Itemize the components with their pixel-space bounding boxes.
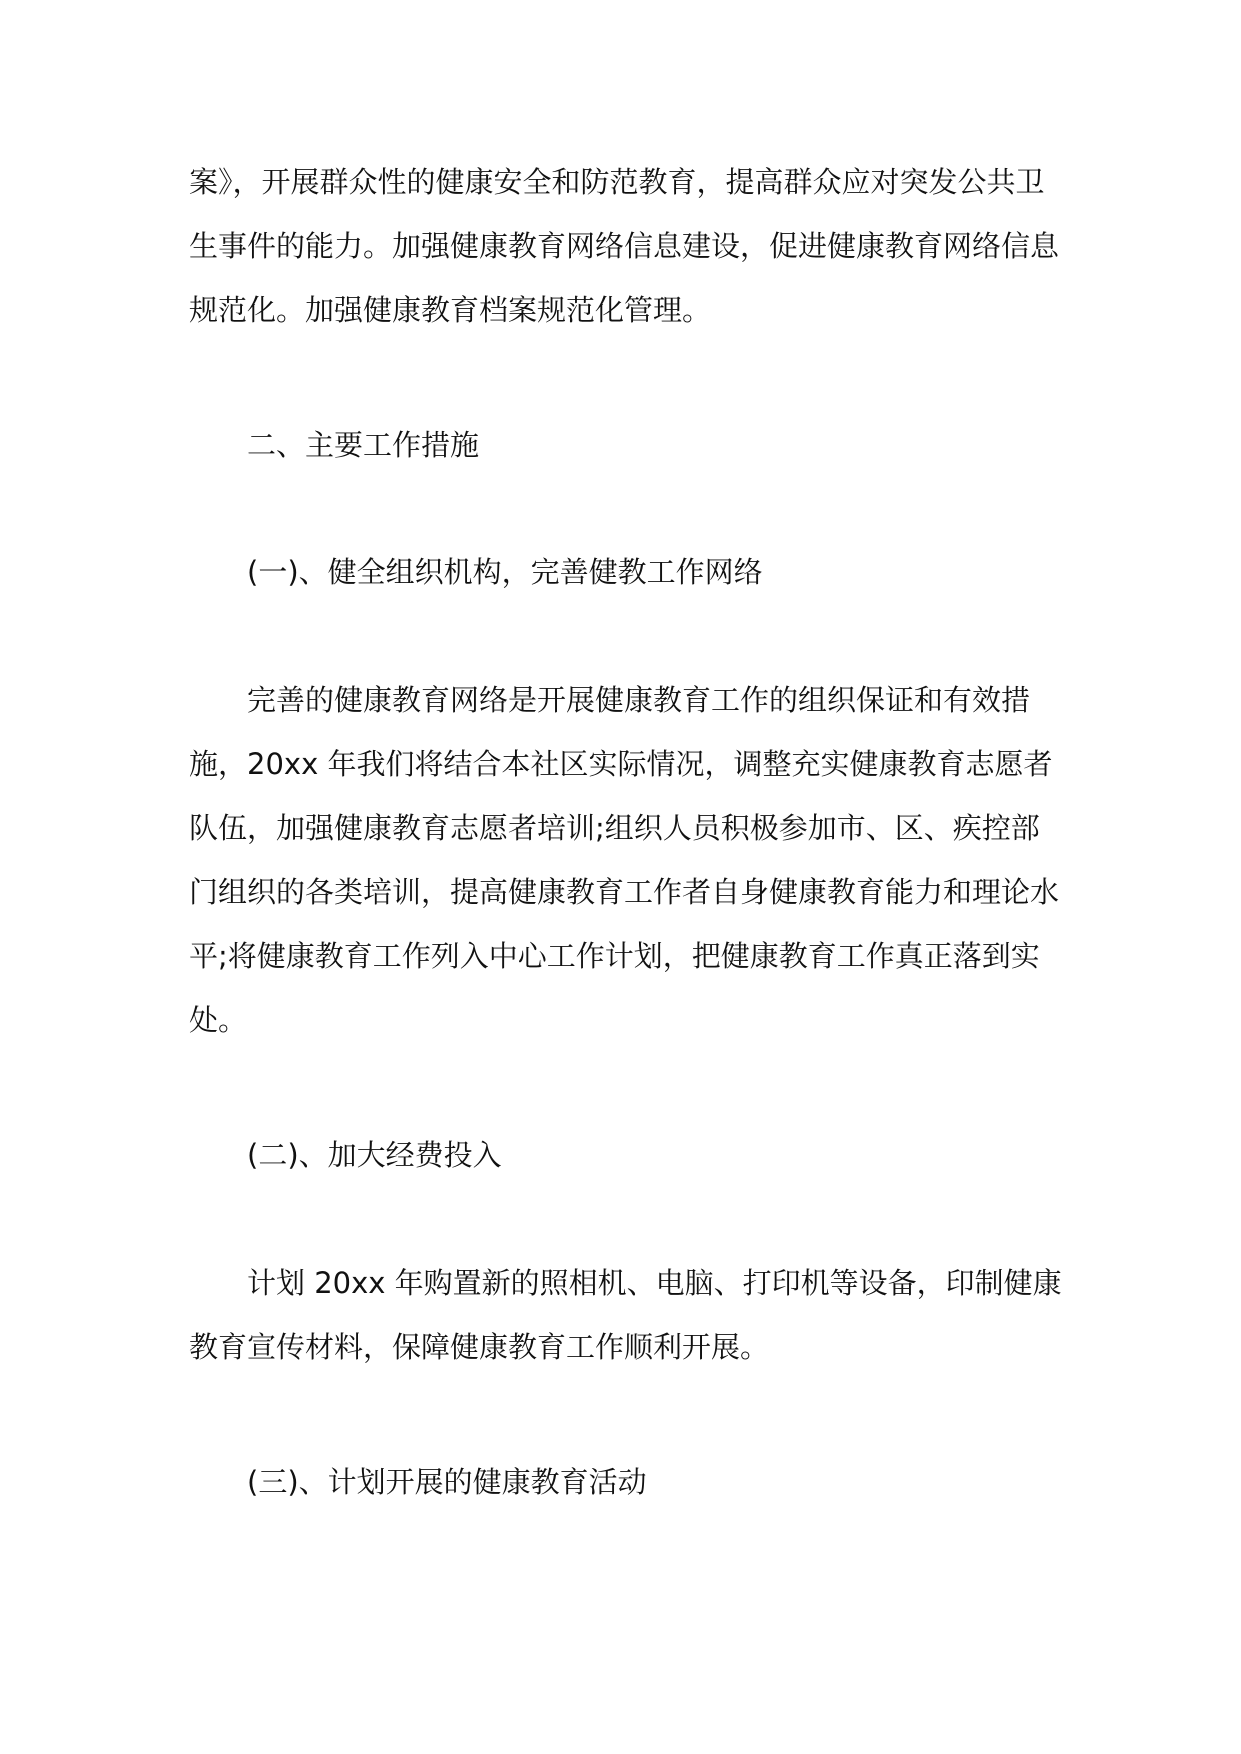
heading-main-measures: 二、主要工作措施 xyxy=(247,428,480,462)
section-heading xyxy=(189,413,1059,477)
subsection-heading-2 xyxy=(189,1123,1059,1187)
text-line: 案》，开展群众性的健康安全和防范教育，提高群众应对突发公共卫 xyxy=(189,165,1045,199)
text-line: 平;将健康教育工作列入中心工作计划，把健康教育工作真正落到实 xyxy=(189,939,1040,973)
subsection-heading-3 xyxy=(189,1450,1059,1514)
text-line: 处。 xyxy=(189,1003,248,1037)
text-line: 完善的健康教育网络是开展健康教育工作的组织保证和有效措 xyxy=(247,683,1031,717)
paragraph-organization xyxy=(189,668,1059,1052)
subsection-heading-1 xyxy=(189,540,1059,604)
heading-activities: (三)、计划开展的健康教育活动 xyxy=(247,1465,647,1499)
text-line: 教育宣传材料，保障健康教育工作顺利开展。 xyxy=(189,1330,770,1364)
text-line: 施，20xx 年我们将结合本社区实际情况，调整充实健康教育志愿者 xyxy=(189,747,1053,781)
paragraph-intro xyxy=(189,150,1059,342)
text-line: 门组织的各类培训，提高健康教育工作者自身健康教育能力和理论水 xyxy=(189,875,1060,909)
heading-funding: (二)、加大经费投入 xyxy=(247,1138,502,1172)
text-line: 队伍，加强健康教育志愿者培训;组织人员积极参加市、区、疾控部 xyxy=(189,811,1040,845)
paragraph-funding xyxy=(189,1251,1062,1379)
text-line: 计划 20xx 年购置新的照相机、电脑、打印机等设备，印制健康 xyxy=(247,1266,1062,1300)
heading-organization: (一)、健全组织机构，完善健教工作网络 xyxy=(247,555,763,589)
text-line: 生事件的能力。加强健康教育网络信息建设，促进健康教育网络信息 xyxy=(189,229,1060,263)
text-line: 规范化。加强健康教育档案规范化管理。 xyxy=(189,293,712,327)
